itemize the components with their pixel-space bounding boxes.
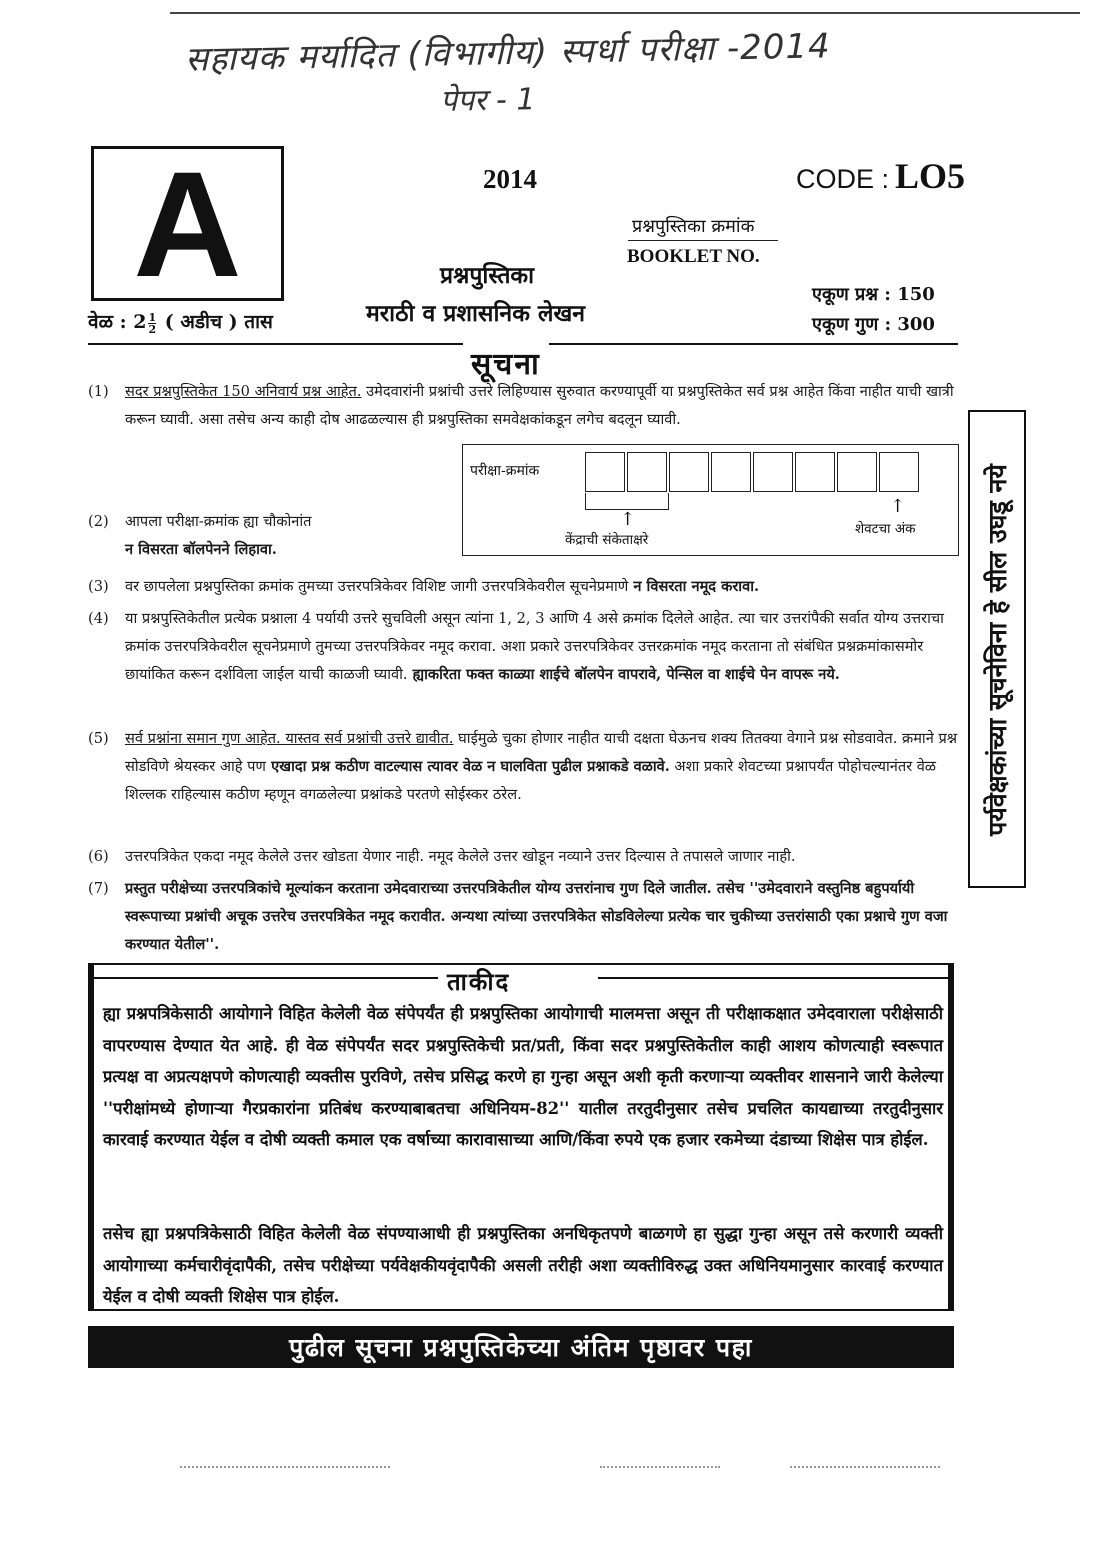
instruction-body-cont: अशा प्रकारे शेवटच्या प्रश्नापर्यंत पोहोचल्यानंतर वेळ शिल्लक राहिल्यास कठीण म्हणून वगळलेल्या प्रश्नांकडे परतणे सोईस्कर ठरेल. [125,758,937,803]
roll-number-cell[interactable] [711,452,751,492]
instruction-text [125,508,468,564]
instruction-item [88,573,958,601]
time-fraction [148,312,156,335]
handwritten-exam-title: सहायक मर्यादित (विभागीय) स्पर्धा परीक्षा -2014 [184,26,832,80]
set-letter: A [133,139,242,308]
roll-number-cell[interactable] [627,452,667,492]
booklet-number-rule [628,240,778,241]
subject-title: मराठी व प्रशासनिक लेखन [366,300,586,327]
instruction-text [125,378,958,434]
warning-paragraph-2: तसेच ह्या प्रश्नपत्रिकेसाठी विहित केलेली वेळ संपण्याआधी ही प्रश्नपुस्तिका अनधिकृतपणे बाळगणे हा सुद्धा गुन्हा असून तसे करणारी व्यक्ती आयोगाच्या कर्मचारीवृंदापैकी, तसेच परीक्षेच्या पर्यवेक्षकीयवृंदापैकी असली तरीही अशा व्यक्तीविरुद्ध उक्त अधिनियमानुसार कारवाई करण्यात येईल व दोषी व्यक्ती शिक्षेस पात्र होईल. [103,1224,943,1306]
booklet-number-label-mr: प्रश्नपुस्तिका क्रमांक [632,216,755,237]
instruction-number: (5) [88,730,109,747]
instruction-number: (6) [88,848,109,865]
instruction-item [88,508,468,564]
roll-number-cell[interactable] [795,452,835,492]
last-digit-label: शेवटचा अंक [855,521,916,537]
roll-number-cell[interactable] [585,452,625,492]
total-questions: एकूण प्रश्न : 150 [812,284,935,305]
handwritten-paper-number: पेपर - 1 [439,82,536,119]
instruction-bold: न विसरता बॉलपेनने लिहावा. [125,541,277,558]
fraction-denominator: 2 [148,322,157,336]
scan-artifact [790,1466,940,1470]
total-marks: एकूण गुण : 300 [812,314,935,335]
instructions-heading: सूचना [463,342,549,383]
up-arrow-icon: ↑ [620,509,636,530]
instruction-bold: ह्याकरिता फक्त काळ्या शाईचे बॉलपेन वापरावे, पेन्सिल वा शाईचे पेन वापरू नये. [407,666,840,683]
instruction-number: (3) [88,578,109,595]
fraction-numerator: 1 [148,310,157,324]
booklet-title: प्रश्नपुस्तिका [440,262,535,289]
instruction-item [88,843,958,871]
center-code-label: केंद्राची संकेताक्षरे [565,532,649,548]
instruction-text [125,605,958,689]
center-code-bracket [585,493,669,510]
instruction-text [125,725,958,809]
instruction-item [88,875,958,959]
instruction-item [88,378,958,434]
roll-number-cells[interactable] [585,452,921,492]
warning-title: ताकीद [447,967,511,996]
roll-number-cell[interactable] [753,452,793,492]
paper-code [796,155,965,197]
instruction-underlined: सदर प्रश्नपुस्तिकेत 150 अनिवार्य प्रश्न आहेत. [125,383,362,400]
roll-number-cell[interactable] [837,452,877,492]
instruction-item [88,605,958,689]
set-letter-box [91,139,284,308]
footer-notice-bar: पुढील सूचना प्रश्नपुस्तिकेच्या अंतिम पृष्ठावर पहा [88,1326,954,1368]
instruction-item [88,725,958,809]
instruction-bold: एखादा प्रश्न कठीण वाटल्यास त्यावर वेळ न घालविता पुढील प्रश्नाकडे वळावे. [265,758,670,775]
instruction-underlined: सर्व प्रश्नांना समान गुण आहेत. यास्तव सर्व प्रश्नांची उत्तरे द्यावीत. [125,730,454,747]
instruction-number: (7) [88,880,109,897]
instruction-text [125,573,958,601]
exam-duration [88,308,273,335]
roll-number-label: परीक्षा-क्रमांक [470,463,540,479]
instruction-number: (2) [88,513,109,530]
time-label: वेळ : 2 [88,311,147,333]
code-value: LO5 [895,156,966,196]
roll-number-cell[interactable] [669,452,709,492]
time-suffix: ( अडीच ) तास [164,311,273,333]
instruction-number: (4) [88,610,109,627]
instruction-number: (1) [88,383,109,400]
instruction-body: वर छापलेला प्रश्नपुस्तिका क्रमांक तुमच्या उत्तरपत्रिकेवर विशिष्ट जागी उत्तरपत्रिकेवरील सूचनेप्रमाणे [125,578,629,595]
instruction-text [125,843,958,871]
scan-artifact [180,1466,390,1470]
instruction-body: घाईमुळे चुका होणार नाहीत याची दक्षता घेऊनच शक्य तितक्या वेगाने प्रश्न सोडवावेत. क्रमाने प्रश्न सोडविणे श्रेयस्कर आहे पण [125,730,958,775]
up-arrow-icon: ↑ [890,496,906,517]
instruction-body: उत्तरपत्रिकेत एकदा नमूद केलेले उत्तर खोडता येणार नाही. नमूद केलेले उत्तर खोडून नव्याने उत्तर दिल्यास ते तपासले जाणार नाही. [125,848,796,865]
totals-block [812,280,935,340]
roll-number-cell[interactable] [879,452,919,492]
instruction-text [125,875,958,959]
seal-notice-text: पर्यवेक्षकांच्या सूचनेविना हे सील उघडू नये [983,464,1012,836]
code-label: CODE : [796,164,890,194]
instruction-body: उमेदवारांनी प्रश्नांची उत्तरे लिहिण्यास सुरुवात करण्यापूर्वी या प्रश्नपुस्तिकेत सर्व प्रश्न आहेत किंवा नाहीत याची खात्री करून घ्यावी. असा तसेच अन्य काही दोष आढळल्यास ही प्रश्नपुस्तिका समवेक्षकांकडून लगेच बदलून घ्यावी. [125,383,954,428]
scan-artifact [600,1466,720,1470]
scan-top-edge [170,12,1080,14]
instruction-bold: न विसरता नमूद करावा. [628,578,760,595]
booklet-number-label-en: BOOKLET NO. [627,246,760,267]
exam-year: 2014 [483,164,537,194]
instruction-body: या प्रश्नपुस्तिकेतील प्रत्येक प्रश्नाला 4 पर्यायी उत्तरे सुचविली असून त्यांना 1, 2, 3 आणि 4 असे क्रमांक दिलेले आहेत. त्या चार उत्तरांपैकी सर्वात योग्य उत्तराचा क्रमांक उत्तरपत्रिकेवरील सूचनेप्रमाणे तुमच्या उत्तरपत्रिकेवर नमूद करावा. अशा प्रकारे उत्तरपत्रिकेवर उत्तरक्रमांक नमूद करताना तो संबंधित प्रश्नक्रमांकासमोर छायांकित करून दर्शविला जाईल याची काळजी घ्यावी. [125,610,944,683]
warning-paragraph-1: ह्या प्रश्नपत्रिकेसाठी आयोगाने विहित केलेली वेळ संपेपर्यंत ही प्रश्नपुस्तिका आयोगाची मालमत्ता असून ती परीक्षाकक्षात उमेदवाराला परीक्षेसाठी वापरण्यास देण्यात येत आहे. ही वेळ संपेपर्यंत सदर प्रश्नपुस्तिकेची प्रत/प्रती, किंवा सदर प्रश्नपुस्तिकेतील काही आशय कोणत्याही स्वरूपात प्रत्यक्ष वा अप्रत्यक्षपणे कोणत्याही व्यक्तीस पुरविणे, तसेच प्रसिद्ध करणे हा गुन्हा असून अशी कृती करणाऱ्या व्यक्तीवर शासनाने जारी केलेल्या ''परीक्षांमध्ये होणाऱ्या गैरप्रकारांना प्रतिबंध करण्याबाबतचा अधिनियम-82'' यातील तरतुदीनुसार तसेच प्रचलित कायद्याच्या तरतुदीनुसार कारवाई करण्यात येईल व दोषी व्यक्ती कमाल एक वर्षाच्या कारावासाच्या आणि/किंवा रुपये एक हजार रकमेच्या दंडाच्या शिक्षेस पात्र होईल. [103,1004,943,1149]
instruction-bold: प्रस्तुत परीक्षेच्या उत्तरपत्रिकांचे मूल्यांकन करताना उमेदवाराच्या उत्तरपत्रिकेतील योग्य उत्तरांनाच गुण दिले जातील. तसेच ''उमेदवाराने वस्तुनिष्ठ बहुपर्यायी स्वरूपाच्या प्रश्नांची अचूक उत्तरेच उत्तरपत्रिकेत नमूद करावीत. अन्यथा त्यांच्या उत्तरपत्रिकेत सोडविलेल्या प्रत्येक चार चुकीच्या उत्तरांसाठी एका प्रश्नाचे गुण वजा करण्यात येतील''. [125,880,948,953]
instruction-body: आपला परीक्षा-क्रमांक ह्या चौकोनांत [125,513,312,530]
